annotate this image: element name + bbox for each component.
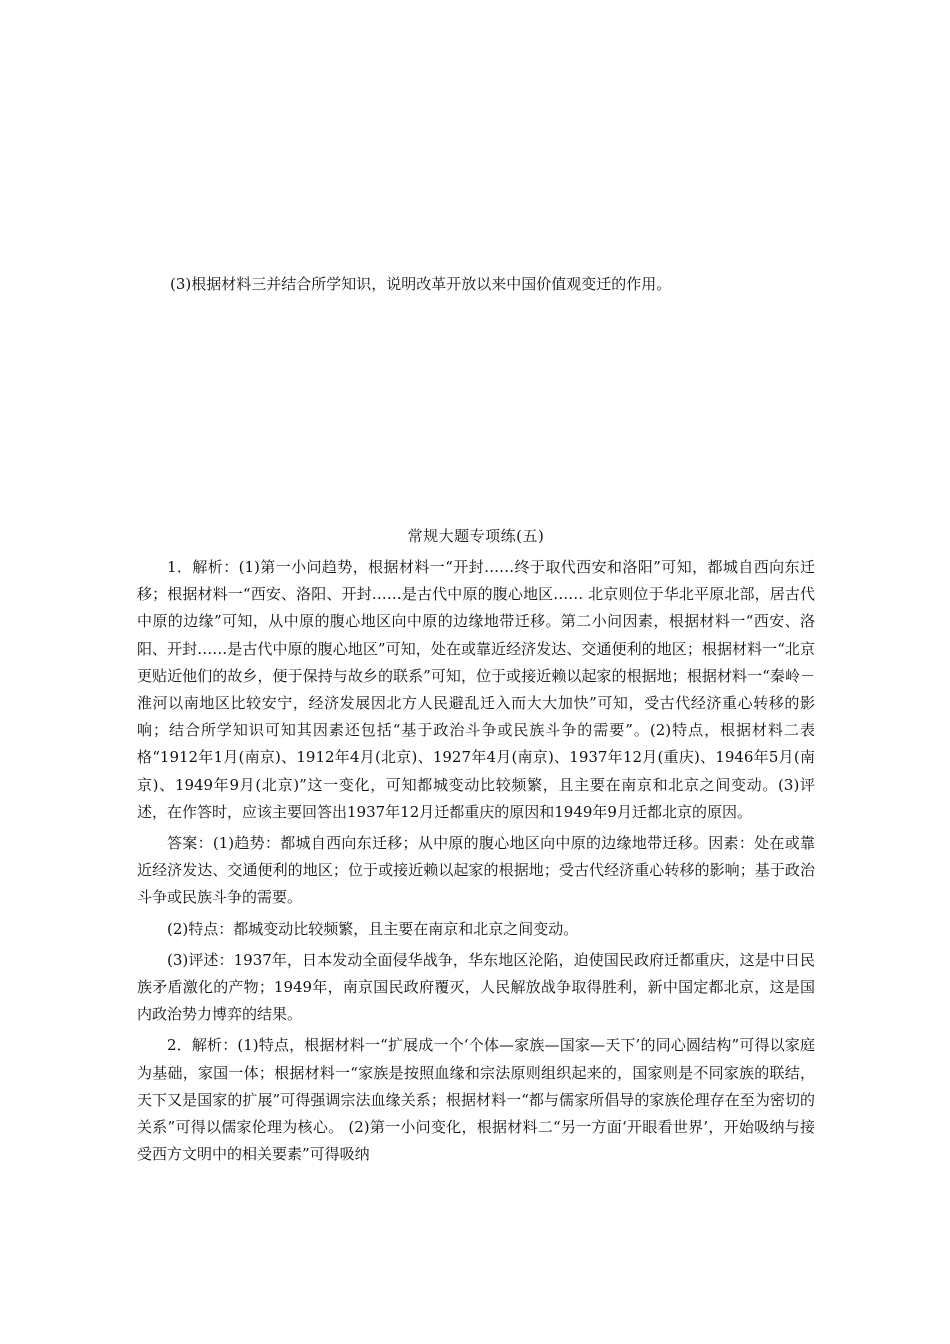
answer-paragraph-5: 2．解析：(1)特点，根据材料一“扩展成一个‘个体—家族—国家—天下’的同心圆结构”可得以家庭为基础，家国一体；根据材料一“家族是按照血缘和宗法原则组织起来的，国家则是不同家族的联结，天下又是国家的扩展”可得强调宗法血缘关系；根据材料一“都与儒家所倡导的家族伦理存在至为密切的关系”可得以儒家伦理为核心。 (2)第一小问变化，根据材料二“另一方面‘开眼看世界’，开始吸纳与接受西方文明中的相关要素”可得吸纳	[137, 1036, 815, 1164]
answer-paragraph-3: (2)特点：都城变动比较频繁，且主要在南京和北京之间变动。	[167, 919, 579, 938]
answer-section	[137, 524, 815, 1172]
answer-paragraph-1: 1．解析：(1)第一小问趋势，根据材料一“开封……终于取代西安和洛阳”可知，都城自西向东迁移；根据材料一“西安、洛阳、开封……是古代中原的腹心地区…… 北京则位于华北平原北部，居古代中原的边缘”可知，从中原的腹心地区向中原的边缘地带迁移。第二小问因素，根据材料一“西安、洛阳、开封……是古代中原的腹心地区”可知，处在或靠近经济发达、交通便利的地区；根据材料一“北京更贴近他们的故乡，便于保持与故乡的联系”可知，位于或接近赖以起家的根据地；根据材料一“秦岭－淮河以南地区比较安宁，经济发展因北方人民避乱迁入而大大加快”可知，受古代经济重心转移的影响；结合所学知识可知其因素还包括“基于政治斗争或民族斗争的需要”。(2)特点，根据材料二表格“1912年1月(南京)、1912年4月(北京)、1927年4月(南京)、1937年12月(重庆)、1946年5月(南京)、1949年9月(北京)”这一变化，可知都城变动比较频繁，且主要在南京和北京之间变动。(3)评述，在作答时，应该主要回答出1937年12月迁都重庆的原因和1949年9月迁都北京的原因。	[137, 558, 815, 821]
question-3: (3)根据材料三并结合所学知识，说明改革开放以来中国价值观变迁的作用。	[170, 275, 672, 293]
answer-paragraph-2: 答案：(1)趋势：都城自西向东迁移；从中原的腹心地区向中原的边缘地带迁移。因素：处在或靠近经济发达、交通便利的地区；位于或接近赖以起家的根据地；受古代经济重心转移的影响；基于政治斗争或民族斗争的需要。	[137, 834, 815, 907]
answer-paragraph-4: (3)评述：1937年，日本发动全面侵华战争，华东地区沦陷，迫使国民政府迁都重庆，这是中日民族矛盾激化的产物；1949年，南京国民政府覆灭，人民解放战争取得胜利，新中国定都北京，这是国内政治势力博弈的结果。	[137, 950, 815, 1024]
section-title: 常规大题专项练(五)	[407, 527, 545, 545]
